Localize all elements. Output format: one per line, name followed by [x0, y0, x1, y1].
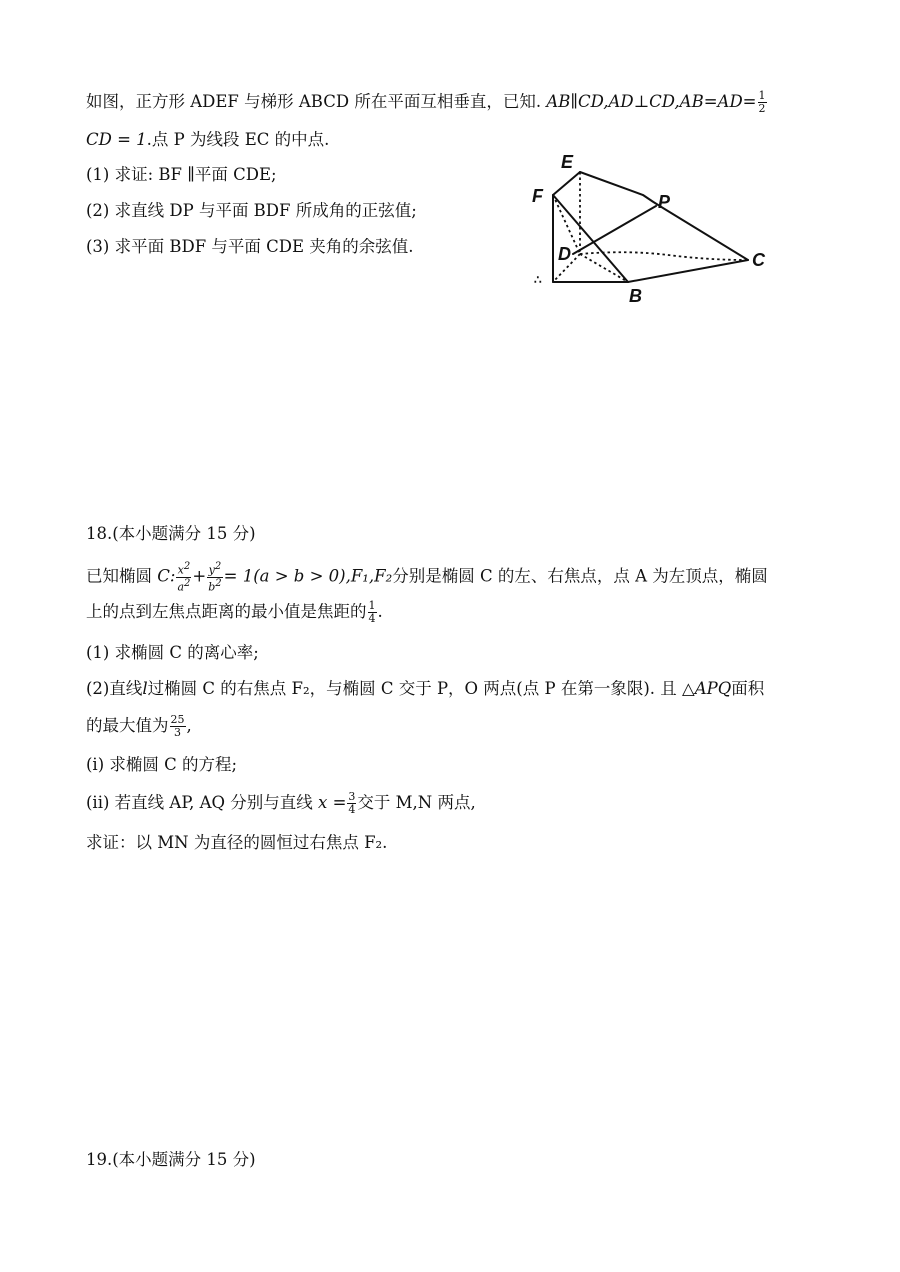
p17-q1: (1) 求证: BF ∥平面 CDE;: [86, 165, 277, 184]
edge-DB: [580, 254, 628, 282]
p18-proof: 求证：以 MN 为直径的圆恒过右焦点 F₂.: [86, 833, 388, 852]
p17-q2: (2) 求直线 DP 与平面 BDF 所成角的正弦值;: [86, 201, 417, 220]
edge-FE: [553, 172, 580, 195]
p19-header: 19.(本小题满分 15 分): [86, 1150, 256, 1169]
edge-EC: [580, 172, 748, 260]
p17-cd-eq: CD = 1: [86, 130, 147, 149]
edge-DP: [573, 206, 656, 254]
p18-quarter-frac: $\frac{1}{4}$: [368, 599, 376, 625]
p18-frac-x2-a2: $\frac{x^2}{a^2}$: [177, 561, 191, 594]
p18-ellipse-c: C:: [157, 566, 176, 586]
label-E: E: [561, 152, 574, 172]
edge-FB: [553, 195, 628, 282]
label-P: P: [658, 192, 671, 212]
p18-qii: [86, 791, 476, 816]
p18-qii-text: (ii) 若直线 AP, AQ 分别与直线: [86, 793, 313, 812]
p17-p-midpoint: .点 P 为线段 EC 的中点.: [146, 130, 330, 149]
p17-fraction: $\frac{1}{2}$: [758, 89, 766, 115]
label-B: B: [629, 286, 642, 306]
p18-q1: (1) 求椭圆 C 的离心率;: [86, 643, 259, 662]
edge-BC: [628, 260, 748, 282]
p17-intro-line1: [86, 90, 768, 115]
p18-three-quarter-frac: $\frac{3}{4}$: [348, 790, 356, 816]
p18-foci-text: 分别是椭圆 C 的左、右焦点，点 A 为左顶点，椭圆: [392, 566, 768, 586]
p18-ellipse-eq: = 1(a > b > 0),F₁,F₂: [223, 566, 393, 586]
label-D: D: [558, 244, 571, 264]
p18-known-ellipse: 已知椭圆: [86, 566, 152, 586]
p17-condition: AB∥CD,AD⊥CD,AB=AD=: [546, 92, 757, 111]
p17-q3: (3) 求平面 BDF 与平面 CDE 夹角的余弦值.: [86, 237, 414, 256]
p18-q2-text: 过椭圆 C 的右焦点 F₂，与椭圆 C 交于 P，O 两点(点 P 在第一象限). 且 △: [147, 679, 695, 698]
p18-apq: APQ: [694, 679, 732, 698]
p18-q2-line2: 的最大值为 $\frac{25}{3}$ ,: [86, 713, 192, 739]
p18-max-area-text: 的最大值为: [86, 716, 169, 735]
geometry-figure: [528, 150, 778, 310]
p18-mn-text: 交于 M,N 两点,: [357, 793, 476, 812]
p18-line2: 上的点到左焦点距离的最小值是焦距的 $\frac{1}{4}$ .: [86, 599, 383, 625]
p18-header: 18.(本小题满分 15 分): [86, 524, 256, 543]
p18-max-area-frac: $\frac{25}{3}$: [170, 713, 185, 739]
p18-line1: 已知椭圆 C: $\frac{x^2}{a^2}$ + $\frac{y^2}{b^2}$ = 1(a > b > 0),F₁,F₂分别是椭圆 C 的左、右焦点，点 A 为左顶点，椭圆: [86, 561, 768, 594]
label-C: C: [752, 250, 765, 270]
p18-line-l: l: [142, 679, 148, 698]
p17-intro-text: 如图，正方形 ADEF 与梯形 ABCD 所在平面互相垂直，已知.: [86, 92, 542, 111]
p18-min-distance-text: 上的点到左焦点距离的最小值是焦距的: [86, 602, 367, 621]
p17-intro-line2: [86, 128, 329, 152]
p18-frac-y2-b2: $\frac{y^2}{b^2}$: [208, 561, 222, 594]
label-F: F: [532, 186, 543, 206]
p18-qi: (i) 求椭圆 C 的方程;: [86, 755, 238, 774]
label-A: ∴: [534, 273, 542, 287]
p18-q2-line1: (2)直线l过椭圆 C 的右焦点 F₂，与椭圆 C 交于 P，O 两点(点 P 在第一象限). 且 △APQ面积: [86, 679, 765, 698]
p18-x-eq: x =: [318, 793, 347, 812]
